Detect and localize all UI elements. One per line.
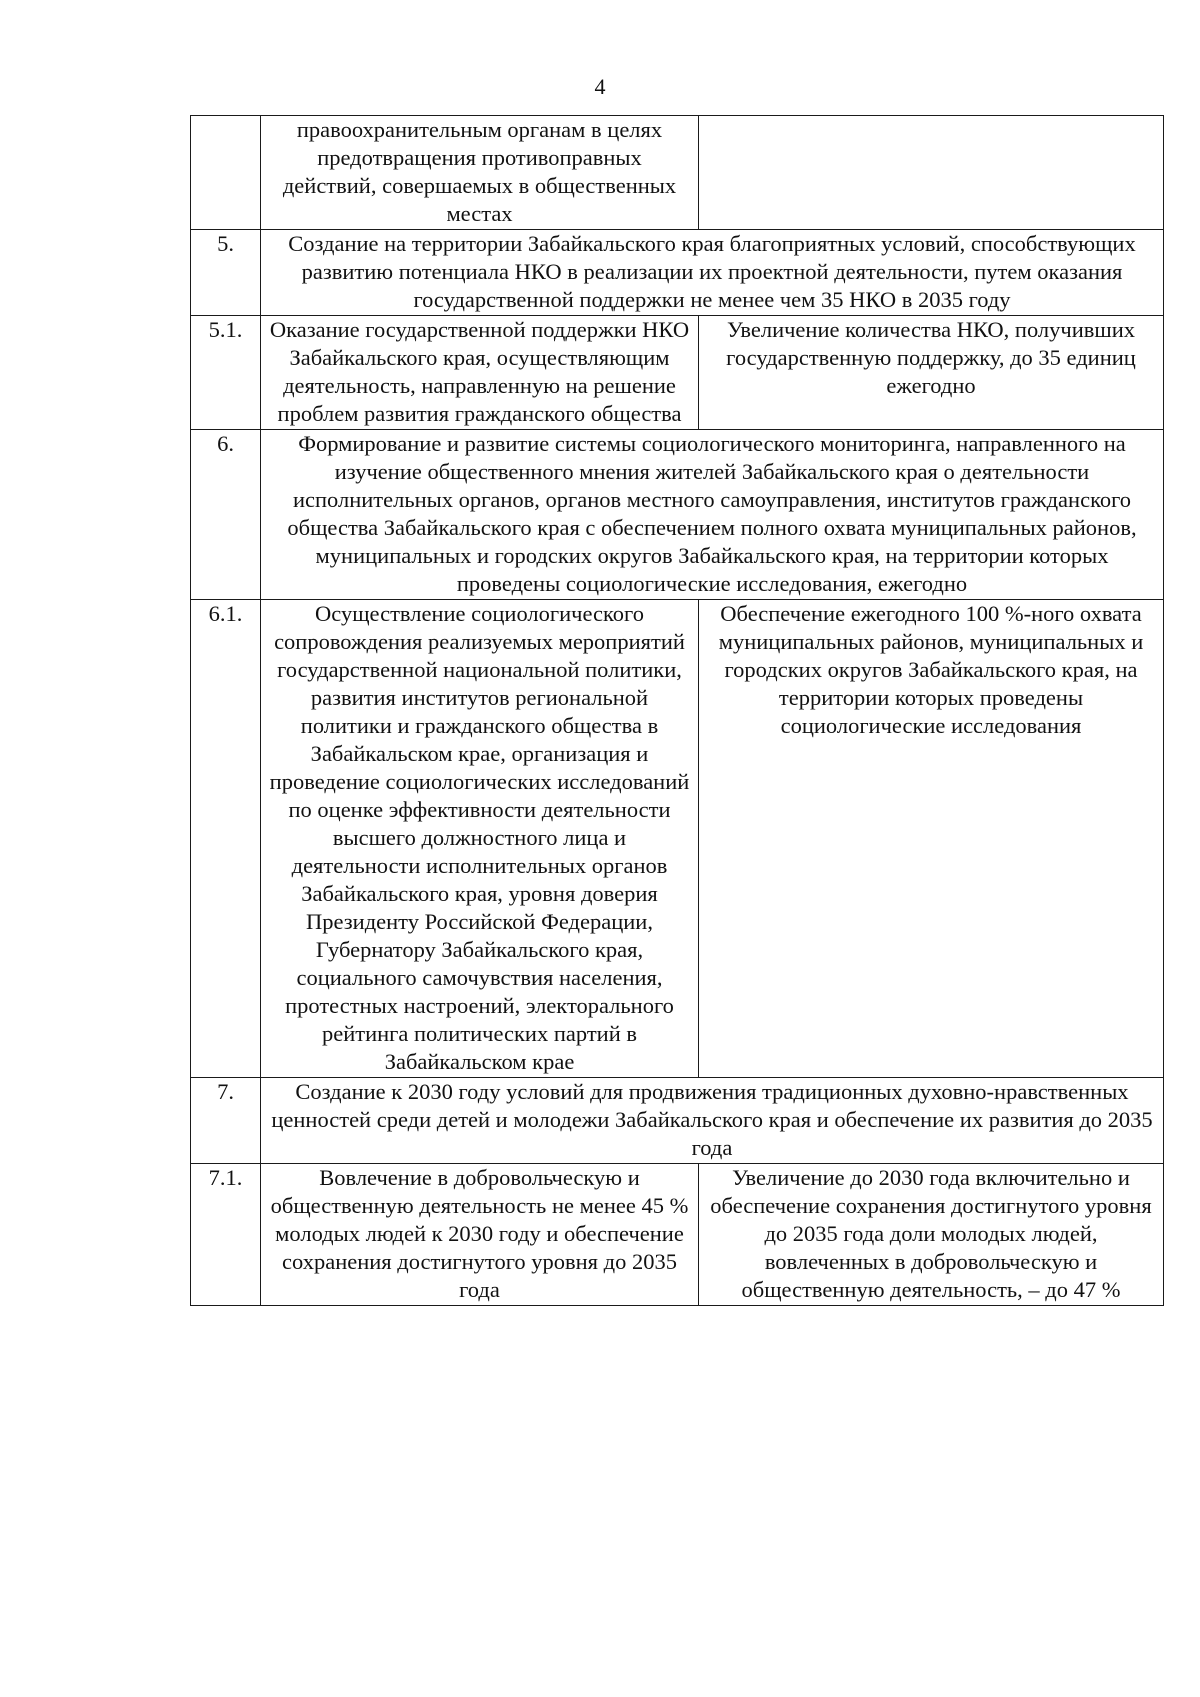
- measure-cell: Осуществление социологического сопровождения реализуемых мероприятий государственной национальной политики, развития институтов региональной политики и гражданского общества в Забайкальском крае, организация и проведение социологических исследований по оценке эффективности деятельности высшего должностного лица и деятельности исполнительных органов Забайкальского края, уровня доверия Президенту Российской Федерации, Губернатору Забайкальского края, социального самочувствия населения, протестных настроений, электорального рейтинга политических партий в Забайкальском крае: [261, 600, 699, 1078]
- table-row: [191, 230, 1164, 316]
- result-cell: [699, 116, 1164, 230]
- measure-cell: Оказание государственной поддержки НКО Забайкальского края, осуществляющим деятельность, направленную на решение проблем развития гражданского общества: [261, 316, 699, 430]
- result-cell: Увеличение до 2030 года включительно и обеспечение сохранения достигнутого уровня до 2035 года доли молодых людей, вовлеченных в добровольческую и общественную деятельность, – до 47 %: [699, 1164, 1164, 1306]
- measure-cell: Вовлечение в добровольческую и общественную деятельность не менее 45 % молодых людей к 2030 году и обеспечение сохранения достигнутого уровня до 2035 года: [261, 1164, 699, 1306]
- table-row: [191, 316, 1164, 430]
- result-cell: Обеспечение ежегодного 100 %-ного охвата муниципальных районов, муниципальных и городских округов Забайкальского края, на территории которых проведены социологические исследования: [699, 600, 1164, 1078]
- row-number: 7.: [191, 1078, 261, 1164]
- goal-cell: Создание на территории Забайкальского края благоприятных условий, способствующих развитию потенциала НКО в реализации их проектной деятельности, путем оказания государственной поддержки не менее чем 35 НКО в 2035 году: [261, 230, 1164, 316]
- row-number: 7.1.: [191, 1164, 261, 1306]
- row-number: 6.1.: [191, 600, 261, 1078]
- table-row: [191, 430, 1164, 600]
- goal-cell: Создание к 2030 году условий для продвижения традиционных духовно-нравственных ценностей среди детей и молодежи Забайкальского края и обеспечение их развития до 2035 года: [261, 1078, 1164, 1164]
- goal-cell: Формирование и развитие системы социологического мониторинга, направленного на изучение общественного мнения жителей Забайкальского края о деятельности исполнительных органов, органов местного самоуправления, институтов гражданского общества Забайкальского края с обеспечением полного охвата муниципальных районов, муниципальных и городских округов Забайкальского края, на территории которых проведены социологические исследования, ежегодно: [261, 430, 1164, 600]
- result-cell: Увеличение количества НКО, получивших государственную поддержку, до 35 единиц ежегодно: [699, 316, 1164, 430]
- row-number: [191, 116, 261, 230]
- measure-cell: правоохранительным органам в целях предотвращения противоправных действий, совершаемых в общественных местах: [261, 116, 699, 230]
- measures-table: [190, 115, 1164, 1306]
- page-number: 4: [594, 74, 606, 99]
- table-row: [191, 1078, 1164, 1164]
- table-row: [191, 600, 1164, 1078]
- row-number: 6.: [191, 430, 261, 600]
- row-number: 5.: [191, 230, 261, 316]
- row-number: 5.1.: [191, 316, 261, 430]
- table-row: [191, 1164, 1164, 1306]
- table-row: [191, 116, 1164, 230]
